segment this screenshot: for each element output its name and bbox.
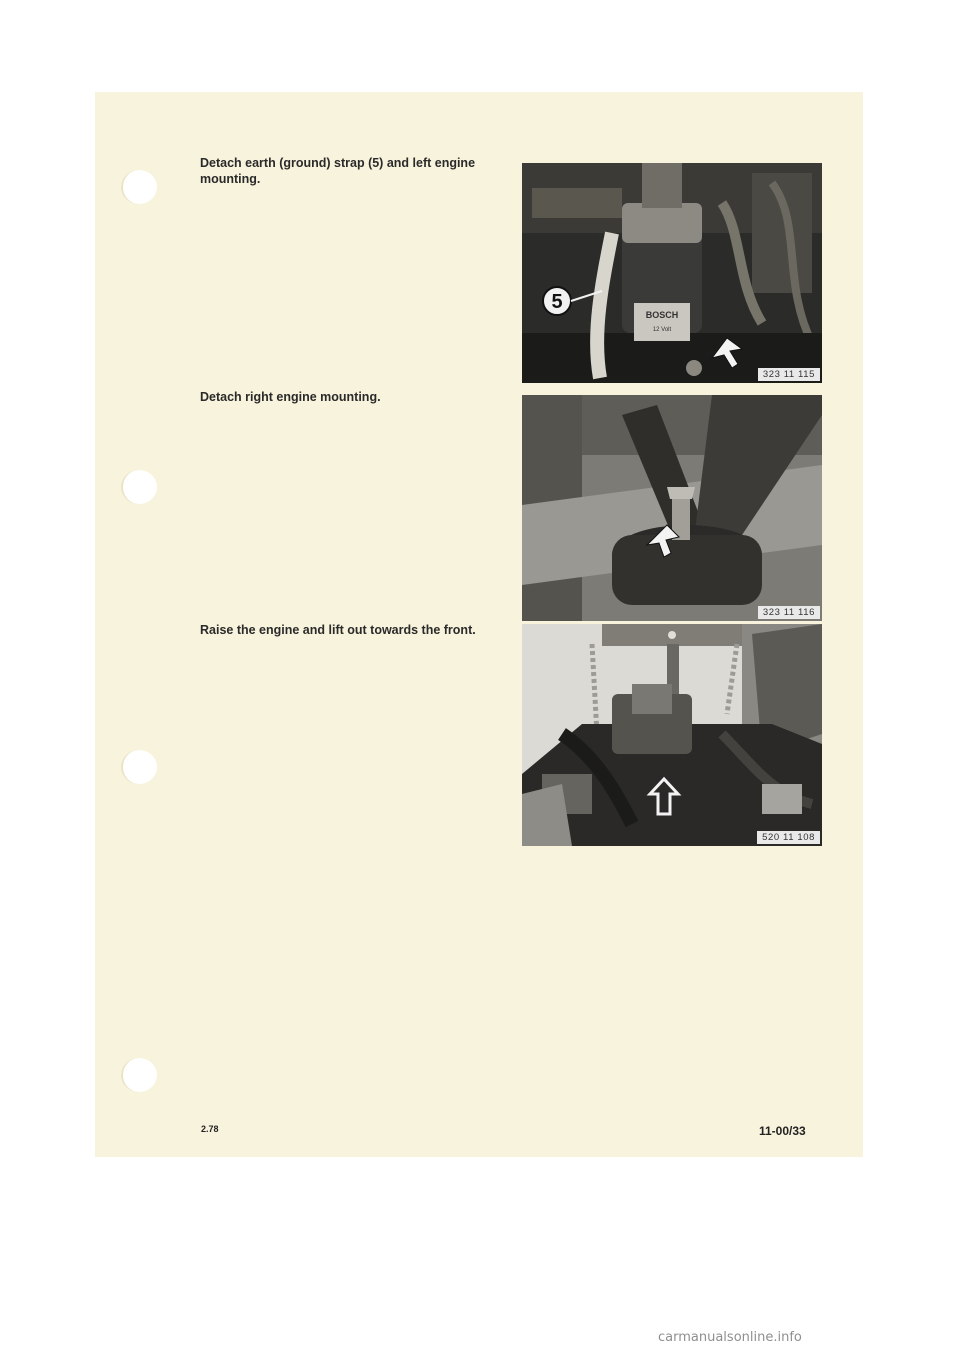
step-3-caption: Raise the engine and lift out towards the front. bbox=[200, 623, 476, 637]
binder-hole-2 bbox=[121, 470, 157, 504]
binder-hole-1 bbox=[121, 170, 157, 204]
step-1-photo bbox=[522, 163, 822, 383]
step-1-caption: Detach earth (ground) strap (5) and left engine mounting. bbox=[200, 156, 476, 186]
coil-voltage: 12 Volt bbox=[652, 327, 672, 333]
binder-hole-3 bbox=[121, 750, 157, 784]
footer-date: 2.78 bbox=[201, 1124, 219, 1134]
binder-hole-4 bbox=[121, 1058, 157, 1092]
step-3-photo-label: 520 11 108 bbox=[757, 831, 820, 844]
footer-page-number: 11-00/33 bbox=[759, 1124, 806, 1138]
step-2-photo-label: 323 11 116 bbox=[758, 606, 820, 619]
watermark[interactable]: carmanualsonline.info bbox=[658, 1330, 802, 1345]
step-3-photo bbox=[522, 624, 822, 846]
step-2-photo bbox=[522, 395, 822, 621]
step-1-photo-label: 323 11 115 bbox=[758, 368, 820, 381]
coil-brand: BOSCH bbox=[645, 310, 679, 320]
step-2-caption: Detach right engine mounting. bbox=[200, 390, 381, 404]
callout-5: 5 bbox=[551, 291, 563, 313]
